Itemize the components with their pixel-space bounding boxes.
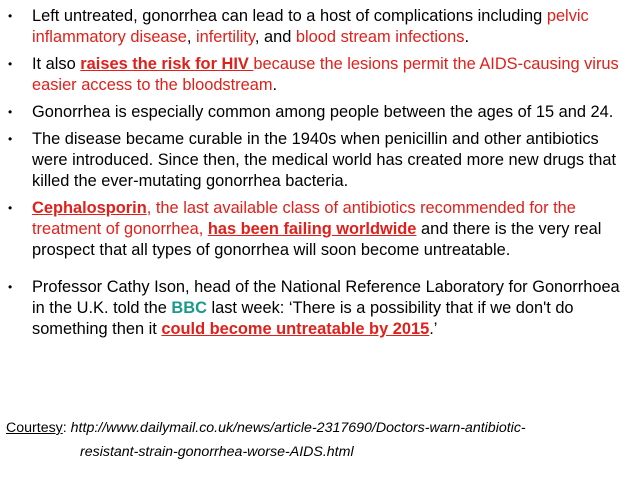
bullet-text: .’	[429, 320, 438, 338]
bullet-age-group	[6, 102, 632, 123]
bullet-text: Gonorrhea is especially common among people between the ages of 15 and 24.	[32, 103, 614, 121]
bullet-icon: •	[8, 57, 13, 71]
bullet-text: .	[272, 76, 278, 94]
source-url-line-1[interactable]: http://www.dailymail.co.uk/news/article-2317690/Doctors-warn-antibiotic-	[70, 420, 526, 436]
bullet-icon: •	[8, 9, 13, 23]
source-url-line-2[interactable]: resistant-strain-gonorrhea-worse-AIDS.html	[80, 444, 354, 460]
bullet-text: The disease became curable in the 1940s when penicillin and other antibiotics were introduced. Since then, the medical world has created more new drugs that killed the ever-mutating gonorrhea bacteria.	[32, 130, 617, 190]
link-failing-worldwide[interactable]: has been failing worldwide	[207, 220, 417, 238]
highlight-bbc: BBC	[171, 299, 207, 317]
highlight-last-antibiotics: , the last available class of antibiotics recommended for the treatment of gonorrhea,	[32, 199, 576, 238]
highlight-infertility: infertility	[195, 28, 255, 46]
bullet-icon: •	[8, 280, 13, 294]
bullet-history	[6, 129, 632, 192]
highlight-pelvic-inflammatory-disease: pelvic inflammatory disease	[32, 7, 589, 46]
bullet-text: Professor Cathy Ison, head of the National Reference Laboratory for Gonorrhoea in the U.K. told the	[32, 278, 620, 317]
bullet-icon: •	[8, 132, 13, 146]
link-cephalosporin[interactable]: Cephalosporin	[32, 199, 147, 217]
bullet-text: last week: ‘There is a possibility that if we don't do something then it	[32, 299, 574, 338]
courtesy-label: Courtesy	[6, 420, 63, 436]
bullet-text: It also	[32, 55, 81, 73]
courtesy-separator: :	[62, 420, 71, 436]
bullet-complications	[6, 6, 632, 48]
bullet-icon: •	[8, 105, 13, 119]
bullet-hiv-risk	[6, 54, 632, 96]
bullet-text: .	[464, 28, 470, 46]
bullet-professor-ison	[6, 277, 632, 340]
bullet-text: and there is the very real prospect that all types of gonorrhea will soon become untreatable.	[32, 220, 602, 259]
highlight-lesions: because the lesions permit the AIDS-causing virus easier access to the bloodstream	[32, 55, 619, 94]
link-raises-risk-hiv[interactable]: raises the risk for HIV	[80, 55, 254, 73]
courtesy-source	[6, 418, 632, 463]
bullet-cephalosporin	[6, 198, 632, 261]
link-untreatable-2015[interactable]: could become untreatable by 2015	[161, 320, 430, 338]
bullet-text: ,	[186, 28, 196, 46]
bullet-list	[6, 6, 632, 346]
highlight-blood-stream-infections: blood stream infections	[295, 28, 465, 46]
bullet-icon: •	[8, 201, 13, 215]
bullet-text: , and	[254, 28, 296, 46]
bullet-text: Left untreated, gonorrhea can lead to a host of complications including	[32, 7, 547, 25]
